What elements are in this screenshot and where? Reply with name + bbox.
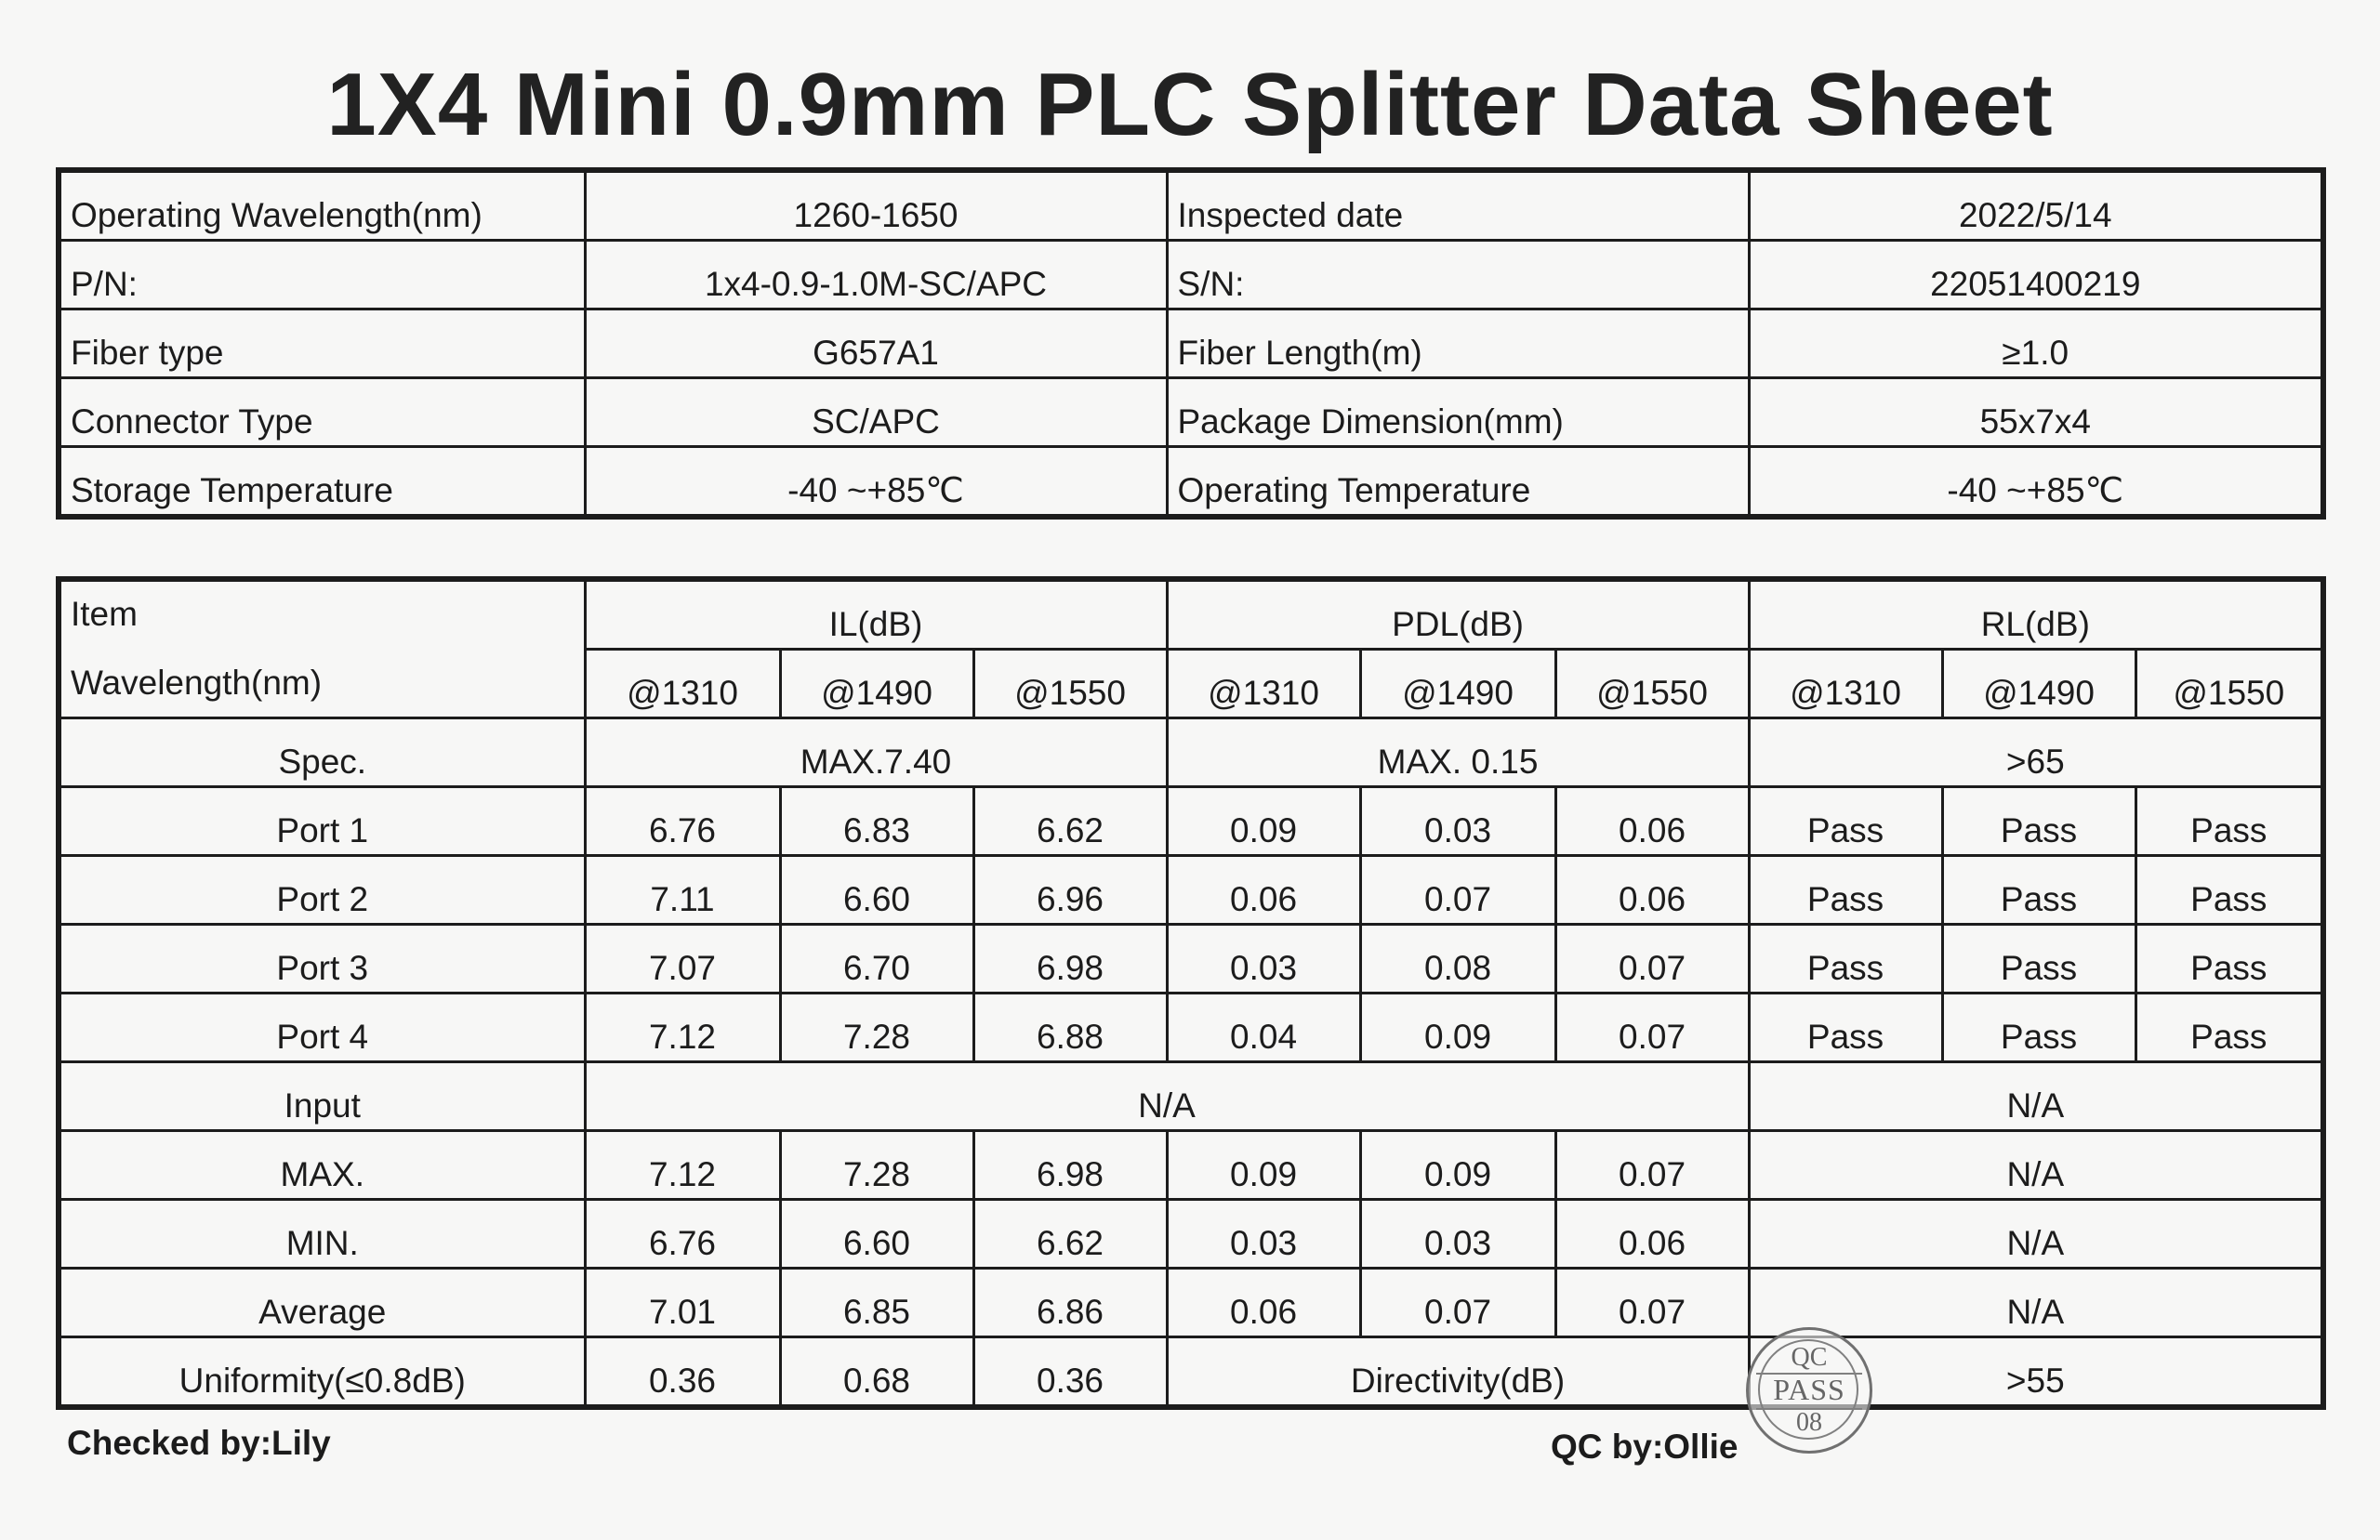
- port-pdl-1490: 0.07: [1360, 856, 1555, 925]
- stamp-line-1: QC: [1791, 1343, 1828, 1372]
- port-pdl-1550: 0.07: [1555, 925, 1749, 994]
- input-row: [59, 1062, 2323, 1131]
- port-pdl-1310: 0.09: [1167, 787, 1360, 856]
- spec-pdl: MAX. 0.15: [1167, 718, 1749, 787]
- info-value: 2022/5/14: [1749, 170, 2323, 241]
- stat-pdl-1550: 0.07: [1555, 1131, 1749, 1200]
- port-rl-1490: Pass: [1942, 787, 2135, 856]
- il-wl-1310: @1310: [585, 650, 780, 718]
- port-rl-1490: Pass: [1942, 994, 2135, 1062]
- port-row: [59, 994, 2323, 1062]
- port-pdl-1550: 0.06: [1555, 856, 1749, 925]
- directivity-value: >55: [1749, 1337, 2323, 1408]
- uniformity-1490: 0.68: [780, 1337, 973, 1408]
- info-value: -40 ~+85℃: [1749, 447, 2323, 518]
- port-il-1310: 6.76: [585, 787, 780, 856]
- stat-pdl-1550: 0.07: [1555, 1269, 1749, 1337]
- port-il-1550: 6.98: [973, 925, 1167, 994]
- port-pdl-1310: 0.06: [1167, 856, 1360, 925]
- stat-il-1490: 7.28: [780, 1131, 973, 1200]
- port-rl-1310: Pass: [1749, 925, 1942, 994]
- stat-pdl-1310: 0.09: [1167, 1131, 1360, 1200]
- info-label: Operating Wavelength(nm): [59, 170, 585, 241]
- info-label: Fiber Length(m): [1167, 309, 1749, 378]
- info-value: G657A1: [585, 309, 1167, 378]
- port-rl-1310: Pass: [1749, 994, 1942, 1062]
- info-label: P/N:: [59, 241, 585, 309]
- stat-row-average: [59, 1269, 2323, 1337]
- port-rl-1310: Pass: [1749, 856, 1942, 925]
- port-pdl-1490: 0.09: [1360, 994, 1555, 1062]
- il-header: IL(dB): [585, 579, 1167, 650]
- port-rl-1490: Pass: [1942, 925, 2135, 994]
- stat-il-1550: 6.86: [973, 1269, 1167, 1337]
- port-label: Port 3: [59, 925, 585, 994]
- info-value: 22051400219: [1749, 241, 2323, 309]
- port-rl-1550: Pass: [2135, 994, 2323, 1062]
- port-il-1550: 6.62: [973, 787, 1167, 856]
- port-pdl-1490: 0.08: [1360, 925, 1555, 994]
- qc-pass-stamp: [1746, 1327, 1872, 1454]
- rl-header: RL(dB): [1749, 579, 2323, 650]
- stat-label: MAX.: [59, 1131, 585, 1200]
- stamp-line-2: PASS: [1773, 1373, 1845, 1406]
- port-il-1550: 6.96: [973, 856, 1167, 925]
- stamp-line-3: 08: [1796, 1408, 1822, 1437]
- pdl-wl-1310: @1310: [1167, 650, 1360, 718]
- stat-row-max: [59, 1131, 2323, 1200]
- port-il-1550: 6.88: [973, 994, 1167, 1062]
- page-title: 1X4 Mini 0.9mm PLC Splitter Data Sheet: [326, 55, 2054, 154]
- port-rl-1490: Pass: [1942, 856, 2135, 925]
- stat-il-1550: 6.98: [973, 1131, 1167, 1200]
- stat-row-min: [59, 1200, 2323, 1269]
- info-label: Connector Type: [59, 378, 585, 447]
- stat-label: MIN.: [59, 1200, 585, 1269]
- info-value: ≥1.0: [1749, 309, 2323, 378]
- uniformity-1550: 0.36: [973, 1337, 1167, 1408]
- info-label: Storage Temperature: [59, 447, 585, 518]
- spec-row: [59, 718, 2323, 787]
- pdl-header: PDL(dB): [1167, 579, 1749, 650]
- port-rl-1550: Pass: [2135, 856, 2323, 925]
- pdl-wl-1550: @1550: [1555, 650, 1749, 718]
- port-pdl-1490: 0.03: [1360, 787, 1555, 856]
- info-row: [59, 378, 2323, 447]
- stat-label: Average: [59, 1269, 585, 1337]
- port-il-1490: 7.28: [780, 994, 973, 1062]
- info-row: [59, 241, 2323, 309]
- input-rl: N/A: [1749, 1062, 2323, 1131]
- il-wl-1490: @1490: [780, 650, 973, 718]
- input-label: Input: [59, 1062, 585, 1131]
- info-label: Inspected date: [1167, 170, 1749, 241]
- info-label: S/N:: [1167, 241, 1749, 309]
- stat-pdl-1490: 0.07: [1360, 1269, 1555, 1337]
- rl-wl-1490: @1490: [1942, 650, 2135, 718]
- info-label: Package Dimension(mm): [1167, 378, 1749, 447]
- info-row: [59, 447, 2323, 518]
- port-il-1490: 6.60: [780, 856, 973, 925]
- il-wl-1550: @1550: [973, 650, 1167, 718]
- checked-by: Checked by:Lily: [67, 1424, 331, 1462]
- port-pdl-1310: 0.04: [1167, 994, 1360, 1062]
- port-row: [59, 856, 2323, 925]
- stat-pdl-1310: 0.03: [1167, 1200, 1360, 1269]
- stat-rl: N/A: [1749, 1269, 2323, 1337]
- rl-wl-1550: @1550: [2135, 650, 2323, 718]
- directivity-label: Directivity(dB): [1167, 1337, 1749, 1408]
- port-label: Port 4: [59, 994, 585, 1062]
- uniformity-label: Uniformity(≤0.8dB): [59, 1337, 585, 1408]
- header-row-item: [59, 579, 2323, 650]
- info-value: 55x7x4: [1749, 378, 2323, 447]
- stat-il-1490: 6.85: [780, 1269, 973, 1337]
- stat-pdl-1310: 0.06: [1167, 1269, 1360, 1337]
- port-rl-1550: Pass: [2135, 925, 2323, 994]
- port-pdl-1310: 0.03: [1167, 925, 1360, 994]
- port-row: [59, 787, 2323, 856]
- port-il-1490: 6.83: [780, 787, 973, 856]
- info-value: 1x4-0.9-1.0M-SC/APC: [585, 241, 1167, 309]
- spec-rl: >65: [1749, 718, 2323, 787]
- stat-pdl-1490: 0.09: [1360, 1131, 1555, 1200]
- info-label: Fiber type: [59, 309, 585, 378]
- test-results-table: [56, 576, 2326, 1410]
- info-table: [56, 167, 2326, 520]
- uniformity-1310: 0.36: [585, 1337, 780, 1408]
- port-il-1310: 7.07: [585, 925, 780, 994]
- stat-il-1310: 7.12: [585, 1131, 780, 1200]
- spec-label: Spec.: [59, 718, 585, 787]
- info-value: 1260-1650: [585, 170, 1167, 241]
- info-label: Operating Temperature: [1167, 447, 1749, 518]
- port-pdl-1550: 0.06: [1555, 787, 1749, 856]
- info-value: SC/APC: [585, 378, 1167, 447]
- stat-il-1310: 6.76: [585, 1200, 780, 1269]
- port-pdl-1550: 0.07: [1555, 994, 1749, 1062]
- wavelength-header: Wavelength(nm): [71, 664, 323, 702]
- pdl-wl-1490: @1490: [1360, 650, 1555, 718]
- info-row: [59, 309, 2323, 378]
- stat-il-1490: 6.60: [780, 1200, 973, 1269]
- rl-wl-1310: @1310: [1749, 650, 1942, 718]
- port-il-1310: 7.11: [585, 856, 780, 925]
- uniformity-row: [59, 1337, 2323, 1408]
- port-rl-1550: Pass: [2135, 787, 2323, 856]
- item-header-cell: [59, 579, 585, 718]
- port-label: Port 1: [59, 787, 585, 856]
- info-value: -40 ~+85℃: [585, 447, 1167, 518]
- port-row: [59, 925, 2323, 994]
- stat-il-1550: 6.62: [973, 1200, 1167, 1269]
- port-il-1490: 6.70: [780, 925, 973, 994]
- input-value: N/A: [585, 1062, 1749, 1131]
- stat-il-1310: 7.01: [585, 1269, 780, 1337]
- stat-rl: N/A: [1749, 1131, 2323, 1200]
- port-rl-1310: Pass: [1749, 787, 1942, 856]
- stat-rl: N/A: [1749, 1200, 2323, 1269]
- spec-il: MAX.7.40: [585, 718, 1167, 787]
- qc-by: QC by:Ollie: [1551, 1428, 1739, 1466]
- item-header: Item: [71, 595, 138, 633]
- stat-pdl-1490: 0.03: [1360, 1200, 1555, 1269]
- info-row: [59, 170, 2323, 241]
- stat-pdl-1550: 0.06: [1555, 1200, 1749, 1269]
- port-label: Port 2: [59, 856, 585, 925]
- port-il-1310: 7.12: [585, 994, 780, 1062]
